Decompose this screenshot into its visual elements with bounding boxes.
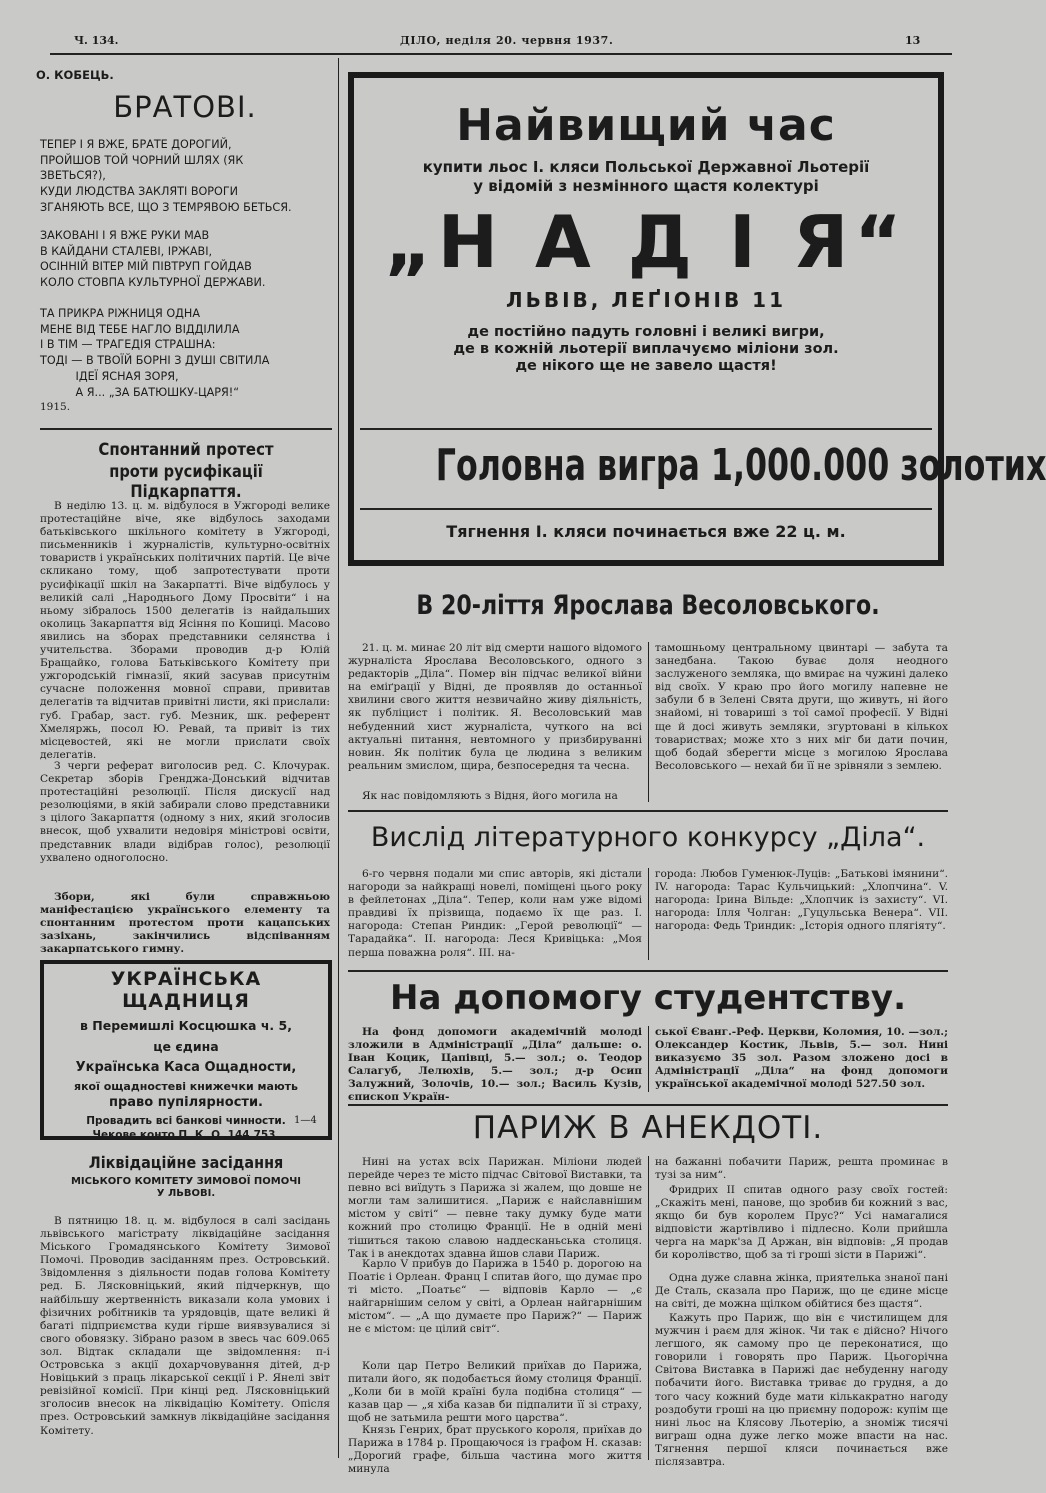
poem-author: О. КОБЕЦЬ. (36, 68, 114, 82)
header-rule (50, 53, 952, 55)
paris-col2-paragraph-3: Одна дуже славна жінка, приятелька знаної пані Де Сталь, сказала про Париж, що це єдине місце на світі, де можна щілком обійтися без щастя“. (655, 1272, 948, 1311)
contest-divider (648, 868, 649, 960)
paris-col2-paragraph-1: на бажанні побачити Париж, решта проминає в тузі за ним“. (655, 1156, 948, 1182)
savings-bank-code: 1—4 (294, 1115, 317, 1126)
lottery-line-7: де в кожній льотерії виплачуємо міліони зол. (453, 341, 839, 357)
students-title: На допомогу студентству. (389, 978, 906, 1018)
liquidation-subtitle-1: МІСЬКОГО КОМІТЕТУ ЗИМОВОЇ ПОМОЧІ (70, 1176, 302, 1187)
paris-title: ПАРИЖ В АНЕКДОТІ. (472, 1110, 824, 1146)
savings-bank-line-3: це єдина (153, 1039, 219, 1054)
masthead: ДІЛО, неділя 20. червня 1937. (400, 34, 614, 47)
vesolovsky-title: В 20-ліття Ярослава Весоловського. (416, 590, 880, 621)
lottery-prize-wrap (354, 436, 1046, 496)
savings-bank-line-4: Українська Каса Ощадности, (75, 1060, 297, 1075)
students-col2: ської Єванг.-Реф. Церкви, Коломия, 10. —зол.; Олександер Костик, Львів, 5.— зол. Нині виказуємо 35 зол. Разом зложено досі в Адміністрації „Діла“ на фонд допомоги української академічної молоді 527.50 зол. (655, 1026, 948, 1091)
students-divider (648, 1026, 649, 1092)
poem-stanza-1: ТЕПЕР І Я ВЖЕ, БРАТЕ ДОРОГИЙ, ПРОЙШОВ ТОЙ ЧОРНИЙ ШЛЯХ (ЯК ЗВЕТЬСЯ?), КУДИ ЛЮДСТВА ЗАКЛЯТІ ВОРОГИ ЗГАНЯЮТЬ ВСЕ, ЩО З ТЕМРЯВОЮ БЕТЬСЯ. (40, 138, 292, 214)
lottery-ad-content (354, 97, 938, 374)
savings-bank-line-7: Провадить всі банкові чинности. (86, 1115, 286, 1127)
savings-bank-line-8: Чекове конто П. К. О. 144.753. (92, 1129, 280, 1141)
poem-year: 1915. (40, 401, 71, 413)
savings-bank-line-5: якої ощадностеві книжечки мають (74, 1080, 298, 1093)
paris-col1-paragraph-4: Князь Генрих, брат пруського короля, приїхав до Парижа в 1784 р. Прощаючося із графом Н. сказав: „Дорогий графе, більша частина мого життя минула (348, 1424, 642, 1476)
protest-title-line-1: Спонтанний протест (98, 440, 274, 460)
page-number: 13 (905, 34, 921, 47)
vesolovsky-col2-paragraph: тамошньому центральному цвинтарі — забута та занедбана. Такою буває доля неодного заслуженого земляка, що вмирає на чужині далеко від своїх. У краю про його могилу напевне не забули б в Зелені Свята други, що живуть, ні його знайомі, ні товариші з тої самої професії. У Відні ще й досі живуть земляки, згуртовані в кількох товариствах; може хто з них міг би дати почин, щоб бодай зберегти місце з могилою Ярослава Весоловського — нехай би її не зрівняли з землею. (655, 642, 948, 772)
lottery-prize: Головна вигра 1,000.000 золотих (435, 440, 1046, 491)
savings-bank-line-6: право пупілярности. (108, 1095, 263, 1110)
protest-paragraph-1: В неділю 13. ц. м. відбулося в Ужгороді велике протестаційне віче, яке відбулось заходами батьківського шкільного комітету в Ужгороді, письменників і журналістів, культурно-освітніх товариств і українських політичних партій. Це віче скликано тому, щоб запротестувати проти русифікації шкіл на Закарпатті. Віче відбулось у великій салі „Народнього Дому Просвіти“ і на ньому зібралось 1500 делегатів із найдальших околиць Закарпаття від Ясіння по Кошиці. Масово явились на зборах представники селянства і учительства. Зборами проводив д-р Юлій Бращайко, голова Батьківського Комітету при ужгородській гімназії, який засував присутнім сучасне положення мовної справи, привитав делегатів та відчитав привітні листи, які прислали: губ. Грабар, заст. губ. Мезник, шк. референт Хмеляржь, посол Ю. Ревай, та привіт із тих місцевостей, які не могли прислати своїх делегатів. (40, 500, 330, 761)
students-rule (348, 1104, 948, 1106)
lottery-ad-divider (360, 428, 932, 430)
vesolovsky-divider (648, 642, 649, 802)
lottery-line-2: купити льос І. кляси Польської Державної Льотерії (422, 158, 870, 176)
poem-rule (40, 428, 332, 430)
lottery-address: ЛЬВІВ, ЛЕҐІОНІВ 11 (505, 288, 787, 312)
protest-title-line-2: проти русифікації Підкарпаття. (109, 462, 263, 502)
poem-title: БРАТОВІ. (113, 90, 257, 124)
protest-title (40, 440, 332, 502)
liquidation-paragraph: В пятницю 18. ц. м. відбулося в салі засідань львівського магістрату ліквідаційне засідання Міського Громадянського Комітету Зимової Помочі. Проводив засіданням през. Островський. Звідомлення з діяльности подав голова Комітету ред. Б. Лясковніцький, який підчеркнув, що найбільшу жертвенність виказали кола умових і фізичних робітників та урядовців, щате великі й багаті підприємства куди гірше виявзувалися зі свого обовязку. Зібрано разом в звесь час 609.065 зол. Відтак складали ще звідомлення: п-і Островська з акції дохарчовування дітей, д-р Новіцький з праць лікарської секції і Р. Янелі звіт ревізійної комісії. При кінці ред. Лясковніцький зголосив внесок на ліквідацію Комітету. Опісля през. Островський замкнув ліквідаційне засідання Комітету. (40, 1215, 330, 1437)
paris-col2-paragraph-2: Фридрих II спитав одного разу своїх гостей: „Скажіть мені, панове, що зробив би кожний з вас, якщо би був королем Прус?“ Усі намагалися відповісти жартівливо і підлесно. Коли прийшла черга на марк'за Д Аржан, він відповів: „Я продав би королівство, щоб за ті гроші зісти в Парижі“. (655, 1184, 948, 1262)
liquidation-subtitle-2: У ЛЬВОВІ. (156, 1188, 216, 1199)
column-divider (338, 58, 339, 1458)
paris-col1-paragraph-1: Нині на устах всіх Парижан. Міліони людей перейде через те місто підчас Світової Виставки, та певно всі виїдуть з Парижа зі жалем, що довше не могли там залишитися. „Париж є найславнішим містом у світі“ — певне таку думку буде мати кожний про столицю Франції. Не в одній мені тішиться такою славою наддесканьська столиця. Так і в анекдотах здавна йшов слави Париж. (348, 1156, 642, 1260)
liquidation-header (40, 1153, 332, 1199)
vesolovsky-rule (348, 810, 948, 812)
issue-number: Ч. 134. (74, 34, 119, 47)
vesolovsky-col1-paragraph: 21. ц. м. минає 20 літ від смерти нашого відомого журналіста Ярослава Весоловського, одного з редакторів „Діла“. Помер він підчас великої війни на еміґрації у Відні, де проявляв до останньої хвилини свого життя незвичайно живу діяльність, як публіцист і політик. Я. Весоловський мав небуденний хист журналіста, чуткого на всі актуальні питання, невтомного у призбируванні новин. Як політик була це людина з великим реальним змислом, щира, безпосередня та чесна. (348, 642, 642, 772)
paris-divider (648, 1156, 649, 1460)
lottery-headline: Найвищий час (456, 100, 836, 151)
liquidation-title: Ліквідаційне засідання (88, 1153, 284, 1172)
lottery-line-8: де нікого ще не завело щастя! (515, 358, 777, 374)
paris-col2-paragraph-4: Кажуть про Париж, що він є чистилищем для мужчин і раєм для жінок. Чи так є дійсно? Нічого легшого, як самому про це переконатися, що говорили і говорять про Париж. Цьогорічна Світова Виставка в Парижі дає небуденну нагоду побачити його. Виставка триває до грудня, а до того часу кожний буде мати кількакратно нагоду роздобути гроші на цю приємну подорож: купім ще нині льос на Клясову Льотерію, а зноміж тисячі виграш одна дуже легко може впасти на нас. Тягнення першої кляси починається вже післязавтра. (655, 1312, 948, 1469)
vesolovsky-title-wrap (348, 590, 948, 621)
savings-bank-name: УКРАЇНСЬКА ЩАДНИЦЯ (110, 968, 262, 1012)
lottery-line-3: у відомій з незмінного щастя колектурі (473, 177, 819, 195)
protest-paragraph-3: Збори, які були справжньою маніфестацією українського елементу та спонтанним протестом проти кацапських зазіхань, закінчились відспіванням закарпатського гимну. (40, 891, 330, 956)
savings-bank-address: в Перемишлі Косцюшка ч. 5, (80, 1018, 292, 1033)
lottery-brand: „Н А Д І Я“ (384, 200, 908, 284)
students-col1: На фонд допомоги академічній молоді зложили в Адміністрації „Діла“ дальше: о. Іван Коцик, Цапівці, 5.— зол.; о. Теодор Салагуб, Лелюхів, 5.— зол.; д-р Осип Залужний, Золочів, 10.— зол.; Василь Кузів, єпископ Україн- (348, 1026, 642, 1104)
lottery-draw: Тягнення І. кляси починається вже 22 ц. м. (446, 522, 846, 541)
contest-rule (348, 970, 948, 972)
lottery-line-6: де постійно падуть головні і великі вигри, (467, 324, 825, 340)
contest-title: Вислід літературного конкурсу „Діла“. (370, 822, 926, 853)
paris-col1-paragraph-3: Коли цар Петро Великий приїхав до Парижа, питали його, як подобається йому столиця Франції. „Коли би в моїй країні була подібна столиця“ — казав цар — „я хіба казав би підпалити її зі страху, щоб не затьмила решти мого царства“. (348, 1360, 642, 1425)
poem-stanza-2: ЗАКОВАНІ І Я ВЖЕ РУКИ МАВ В КАЙДАНИ СТАЛЕВІ, ІРЖАВІ, ОСІННІЙ ВІТЕР МІЙ ПІВТРУП ГОЙДАВ КОЛО СТОВПА КУЛЬТУРНОЇ ДЕРЖАВИ. (40, 229, 266, 290)
protest-paragraph-2: З черги реферат виголосив ред. С. Клочурак. Секретар зборів Гренджа-Донський відчитав протестаційні резолюції. Після дискусії над резолюціями, в якій забирали слово представники з цілого Закарпаття (одному з них, який зголосив внесок, щоб ухвалити недовіря міністрові освіти, представник влади відібрав голос), резолюції ухвалено одноголосно. (40, 760, 330, 864)
contest-col1: 6-го червня подали ми спис авторів, які дістали нагороди за найкращі новелі, поміщені цього року в фейлетонах „Діла“. Тепер, коли нам уже відомі правдиві їх прізвища, подаємо їх ще раз. І. нагорода: Степан Риндик: „Герой революції“ — Тарадайка“. ІІ. нагорода: Леся Кривіцька: „Моя перша поважна роля“. ІІІ. на- (348, 868, 642, 959)
vesolovsky-col1-end: Як нас повідомляють з Відня, його могила на (362, 790, 618, 802)
poem-stanza-3: ТА ПРИКРА РІЖНИЦЯ ОДНА МЕНЕ ВІД ТЕБЕ НАГЛО ВІДДІЛИЛА І В ТІМ — ТРАГЕДІЯ СТРАШНА: ТОДІ — В ТВОЇЙ БОРНІ З ДУШІ СВІТИЛА ІДЕЇ ЯСНАЯ ЗОРЯ, А Я... „ЗА БАТЮШКУ-ЦАРЯ!“ (40, 307, 270, 399)
lottery-ad-divider-2 (360, 508, 932, 510)
savings-bank-ad-text (44, 968, 328, 1141)
contest-col2: города: Любов Гуменюк-Луців: „Батькові імянини“. IV. нагорода: Тарас Кульчицький: „Хлопчина“. V. нагорода: Ірина Вільде: „Хлопчик із захисту“. VI. нагорода: Ілля Чолган: „Гуцульська Венера“. VII. нагорода: Федь Триндик: „Історія одного плягіяту“. (655, 868, 948, 933)
paris-col1-paragraph-2: Карло V прибув до Парижа в 1540 р. дорогою на Поатіє і Орлеан. Франц I спитав його, що думає про ті місто. „Поатьє“ — відповів Карло — „є найгарнішим селом у світі, а Орлеан найгарнішим містом“. — „А що думаєте про Париж?“ — Париж не є містом: це цілий світ“. (348, 1258, 642, 1336)
